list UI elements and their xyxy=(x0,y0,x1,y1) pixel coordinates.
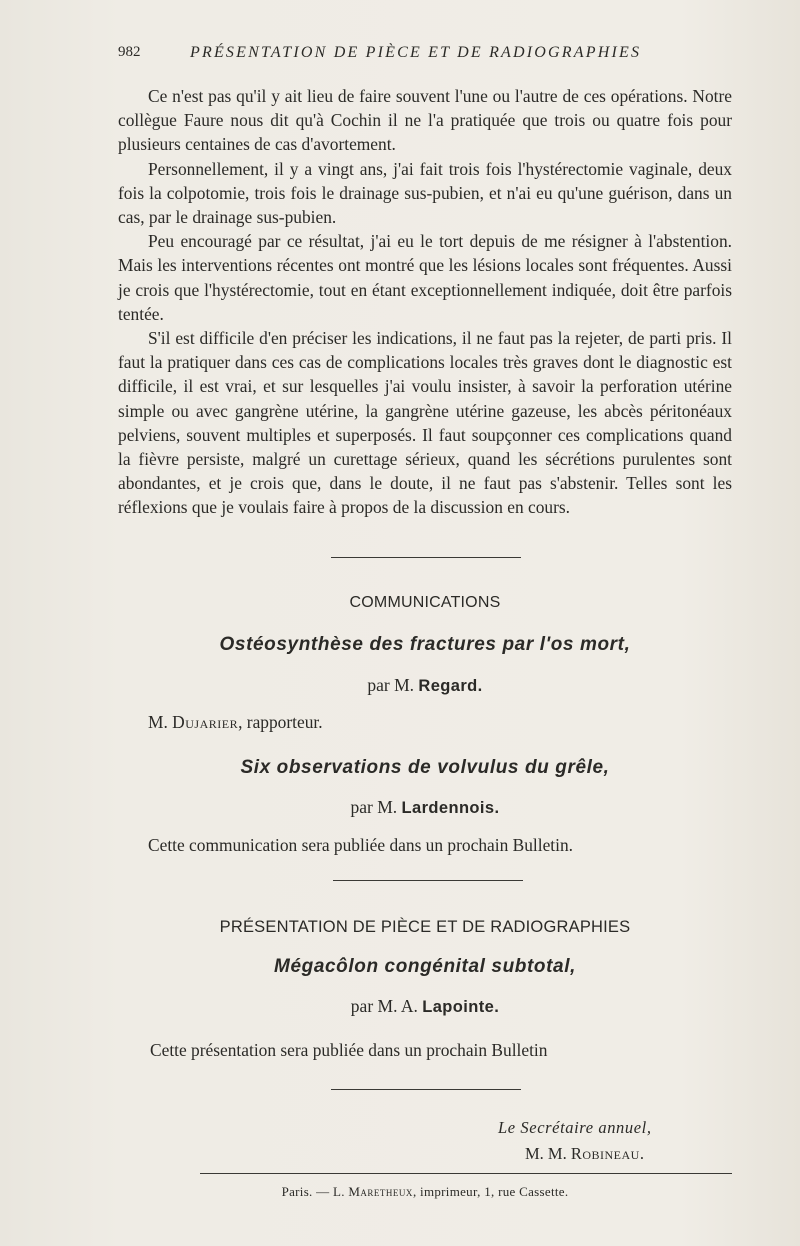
body-text xyxy=(118,84,732,520)
byline-prefix: par M. xyxy=(350,797,398,817)
rapporteur-line xyxy=(148,712,323,733)
rapporteur-suffix: , rapporteur. xyxy=(238,712,323,732)
author-name: Regard. xyxy=(418,677,483,695)
footer-printer: Maretheux xyxy=(348,1184,413,1199)
page-header xyxy=(118,44,738,66)
section-title-communications: COMMUNICATIONS xyxy=(349,594,501,611)
signature-surname: Robineau. xyxy=(570,1144,645,1163)
byline-lapointe xyxy=(118,996,732,1017)
byline-regard xyxy=(118,675,732,696)
divider xyxy=(331,1089,521,1090)
signature-name xyxy=(525,1144,644,1164)
publication-note: Cette présentation sera publiée dans un prochain Bulletin xyxy=(150,1040,548,1060)
paragraph: Peu encouragé par ce résultat, j'ai eu le tort depuis de me résigner à l'abstention. Mais les interventions récentes ont montré que les lésions locales sont fréquentes. Aussi je crois que l'hystérectomie, tout en étant exceptionnellement indiquée, doit être parfois tentée. xyxy=(118,231,732,324)
author-name: Lapointe. xyxy=(422,998,500,1016)
signature-prefix: M. M. xyxy=(525,1144,567,1163)
divider xyxy=(333,880,523,881)
signature-role: Le Secrétaire annuel, xyxy=(498,1118,652,1137)
footer-address: , imprimeur, 1, rue Cassette. xyxy=(412,1184,569,1199)
author-name: Lardennois. xyxy=(401,799,500,817)
paragraph: S'il est difficile d'en préciser les indications, il ne faut pas la rejeter, de parti pris. Il faut la pratiquer dans ces cas de complications locales très graves dont le diagnostic est difficile, il est vrai, et sur lesquelles j'ai voulu insister, à savoir la perforation utérine simple ou avec gangrène utérine, la gangrène utérine gazeuse, les abcès péritonéaux pelviens, souvent multiples et superposés. Il faut soupçonner ces complications quand la fièvre persiste, malgré un curettage sérieux, quand les sécrétions purulentes sont abondantes, et je crois que, dans le doute, il ne faut pas s'abstenir. Telles sont les réflexions que je voulais faire à propos de la discussion en cours. xyxy=(118,328,732,518)
paragraph: Personnellement, il y a vingt ans, j'ai fait trois fois l'hystérectomie vaginale, deux fois la colpotomie, trois fois le drainage sus-pubien, et n'ai eu qu'une guérison, dans un cas, par le drainage sus-pubien. xyxy=(118,158,732,228)
page-number: 982 xyxy=(118,44,141,60)
divider xyxy=(331,557,521,558)
article-title-volvulus: Six observations de volvulus du grêle, xyxy=(240,757,610,778)
article-title-megacolon: Mégacôlon congénital subtotal, xyxy=(274,956,576,977)
printer-footer xyxy=(118,1184,732,1200)
article-title-osteosynthese: Ostéosynthèse des fractures par l'os mort, xyxy=(219,634,631,655)
byline-prefix: par M. xyxy=(367,675,415,695)
byline-prefix: par M. A. xyxy=(350,996,418,1016)
byline-lardennois xyxy=(118,797,732,818)
paragraph: Ce n'est pas qu'il y ait lieu de faire souvent l'une ou l'autre de ces opérations. Notre collègue Faure nous dit qu'à Cochin il ne l'a pratiquée que trois ou quatre fois pour plusieurs centaines de cas d'avortement. xyxy=(118,86,732,155)
publication-note: Cette communication sera publiée dans un prochain Bulletin. xyxy=(148,835,573,855)
running-title: PRÉSENTATION DE PIÈCE ET DE RADIOGRAPHIES xyxy=(190,44,642,61)
footer-divider xyxy=(200,1173,732,1174)
rapporteur-prefix: M. xyxy=(148,712,168,732)
footer-city: Paris. — L. xyxy=(281,1184,345,1199)
section-title-presentation: PRÉSENTATION DE PIÈCE ET DE RADIOGRAPHIES xyxy=(219,918,631,936)
rapporteur-name: Dujarier xyxy=(172,712,239,732)
